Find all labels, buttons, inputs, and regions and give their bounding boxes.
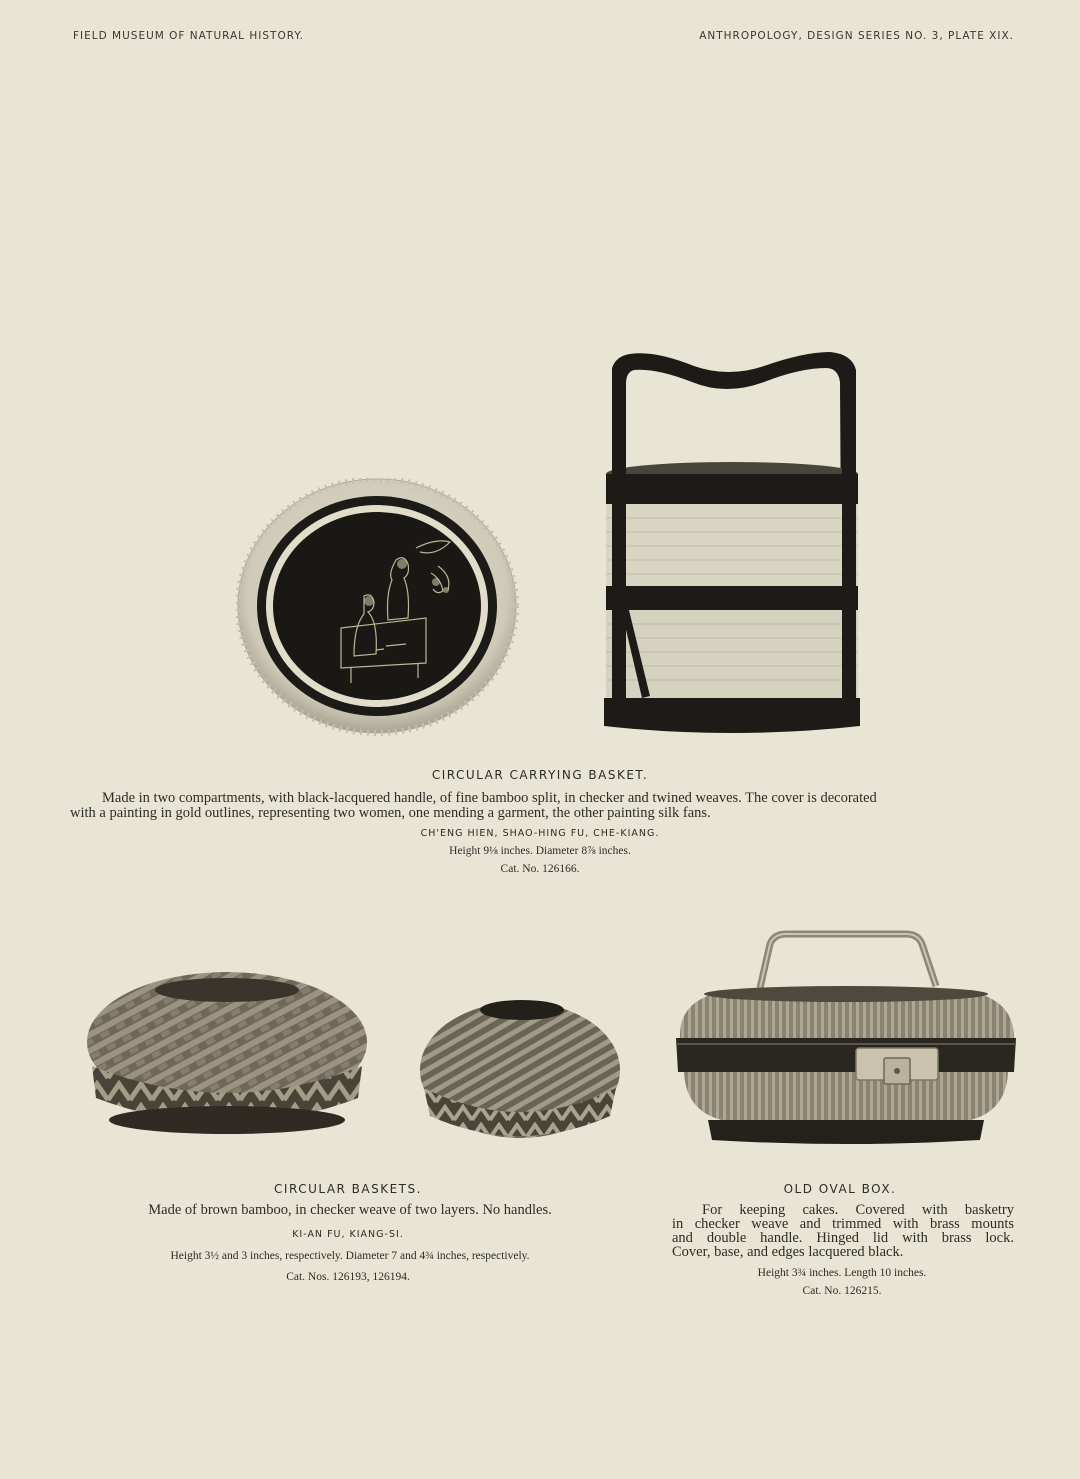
oval-box-figure <box>674 930 1018 1146</box>
header-right: ANTHROPOLOGY, DESIGN SERIES NO. 3, PLATE XIX. <box>699 30 1014 42</box>
small-circular-basket-figure <box>418 996 622 1142</box>
oval-box-dimensions: Height 3¾ inches. Length 10 inches. <box>757 1267 927 1279</box>
circular-baskets-title: CIRCULAR BASKETS. <box>274 1182 422 1196</box>
oval-box-description-4: Cover, base, and edges lacquered black. <box>672 1244 904 1260</box>
circular-baskets-description: Made of brown bamboo, in checker weave of two layers. No handles. <box>148 1202 552 1218</box>
circular-baskets-dimensions: Height 3½ and 3 inches, respectively. Diameter 7 and 4¾ inches, respectively. <box>170 1250 530 1262</box>
basket-cover-figure <box>236 478 520 738</box>
circular-baskets-catalog: Cat. Nos. 126193, 126194. <box>286 1271 410 1283</box>
oval-box-description-1: For keeping cakes. Covered with basketry <box>702 1202 1014 1218</box>
carrying-basket-locality: CH'ENG HIEN, SHAO-HING FU, CHE-KIANG. <box>420 828 660 839</box>
circular-baskets-locality: KI-AN FU, KIANG-SI. <box>292 1229 404 1240</box>
oval-box-description-2: in checker weave and trimmed with brass mounts <box>672 1216 1014 1232</box>
carrying-basket-figure <box>594 348 866 736</box>
oval-box-description-3: and double handle. Hinged lid with brass lock. <box>672 1230 1014 1246</box>
header-left: FIELD MUSEUM OF NATURAL HISTORY. <box>73 30 304 42</box>
oval-box-catalog: Cat. No. 126215. <box>802 1285 882 1297</box>
oval-box-title: OLD OVAL BOX. <box>783 1182 897 1196</box>
carrying-basket-description-2: with a painting in gold outlines, representing two women, one mending a garment, the other painting silk fans. <box>70 805 711 821</box>
carrying-basket-title: CIRCULAR CARRYING BASKET. <box>431 768 649 782</box>
large-circular-basket-figure <box>86 970 368 1138</box>
carrying-basket-dimensions: Height 9⅛ inches. Diameter 8⅞ inches. <box>449 845 631 857</box>
carrying-basket-catalog: Cat. No. 126166. <box>500 863 580 875</box>
carrying-basket-description-1: Made in two compartments, with black-lacquered handle, of fine bamboo split, in checker and twined weaves. The cover is decorated <box>102 790 877 806</box>
